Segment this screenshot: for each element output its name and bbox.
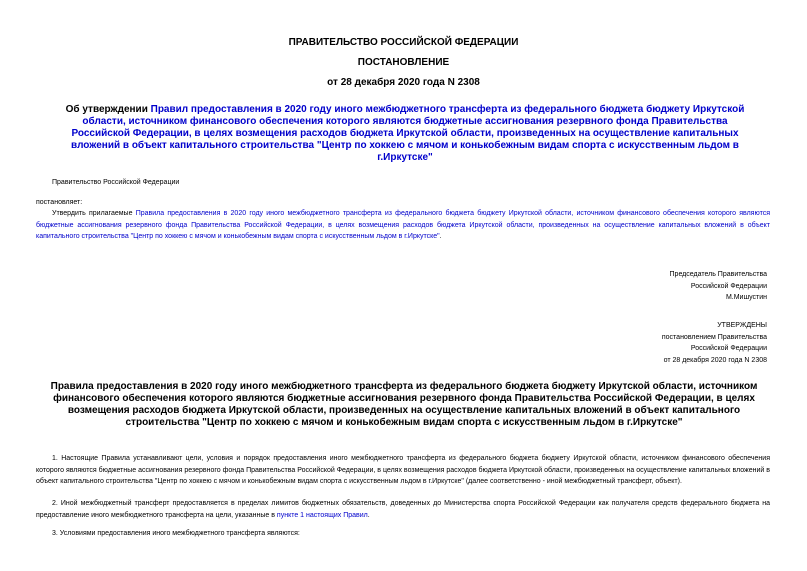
title-rules-link[interactable]: Правил предоставления в 2020 году иного межбюджетного трансферта из федерального бюджета бюджету Иркутской области, источником финансового обеспечения которого являются бюджетные ассигнования резервного фонда Правительства Российской Федерации, в целях возмещения расходов бюджета Иркутской области, произведенных на осуществление капитальных вложений в объект капитального строительства "Центр по хоккею с мячом и конькобежным видам спорта с искусственным льдом в г.Иркутске" — [71, 104, 745, 163]
rules-paragraph-1: 1. Настоящие Правила устанавливают цели, условия и порядок предоставления иного межбюджетного трансферта из федерального бюджета бюджету Иркутской области, источником финансового обеспечения которого являются бюджетные ассигнования резервного фонда Правительства Российской Федерации, в целях возмещения расходов бюджета Иркутской области, произведенных на осуществление капитальных вложений в объект капитального строительства "Центр по хоккею с мячом и конькобежным видам спорта с искусственным льдом в г.Иркутске" (далее соответственно - иной межбюджетный трансферт, объект). — [36, 455, 770, 485]
signature-name: М.Мишустин — [725, 294, 767, 301]
document-type: ПОСТАНОВЛЕНИЕ — [357, 57, 450, 68]
approve-prefix: Утвердить прилагаемые — [52, 210, 136, 217]
government-heading: ПРАВИТЕЛЬСТВО РОССИЙСКОЙ ФЕДЕРАЦИИ — [288, 37, 519, 48]
signature-position: Председатель Правительства — [669, 271, 767, 278]
approved-date: от 28 декабря 2020 года N 2308 — [663, 356, 767, 364]
approve-suffix: . — [439, 233, 442, 240]
p2-suffix: . — [367, 511, 370, 519]
title-prefix: Об утверждении — [65, 104, 151, 115]
decides-text: постановляет: — [36, 199, 83, 206]
signature-block — [670, 269, 767, 304]
approve-rules-link[interactable]: Правила предоставления в 2020 году иного межбюджетного трансферта из федерального бюджета бюджету Иркутской области, источником финансового обеспечения которого являются бюджетные ассигнования резервного фонда Правительства Российской Федерации, в целях возмещения расходов бюджета Иркутской области, произведенных на осуществление капитальных вложений в объект капитального строительства "Центр по хоккею с мячом и конькобежным видам спорта с искусственным льдом в г.Иркутске" — [36, 210, 770, 240]
approved-block — [662, 320, 767, 366]
document-title — [60, 104, 750, 164]
document-date-number: от 28 декабря 2020 года N 2308 — [327, 77, 480, 88]
issuer-text: Правительство Российской Федерации — [52, 179, 180, 186]
rules-title: Правила предоставления в 2020 году иного межбюджетного трансферта из федерального бюджета бюджету Иркутской области, источником финансового обеспечения которого являются бюджетные ассигнования резервного фонда Правительства Российской Федерации, в целях возмещения расходов бюджета Иркутской области, произведенных на осуществление капитальных вложений в объект капитального строительства "Центр по хоккею с мячом и конькобежным видам спорта с искусственным льдом в г.Иркутске" — [50, 381, 758, 428]
approved-by: постановлением Правительства — [661, 333, 767, 341]
p2-prefix: 2. Иной межбюджетный трансферт предоставляется в пределах лимитов бюджетных обязательств, доведенных до Министерства спорта Российской Федерации как получателя средств федерального бюджета на предоставление иного межбюджетного трансферта на цели, указанные в — [36, 500, 770, 519]
p2-point1-link[interactable]: пункте 1 настоящих Правил — [276, 511, 368, 519]
approved-country: Российской Федерации — [690, 345, 767, 352]
rules-paragraph-2 — [36, 498, 770, 521]
approve-paragraph — [36, 208, 770, 243]
approved-heading: УТВЕРЖДЕНЫ — [717, 322, 767, 329]
signature-country: Российской Федерации — [690, 282, 767, 290]
rules-paragraph-3: 3. Условиями предоставления иного межбюджетного трансферта являются: — [52, 530, 300, 537]
